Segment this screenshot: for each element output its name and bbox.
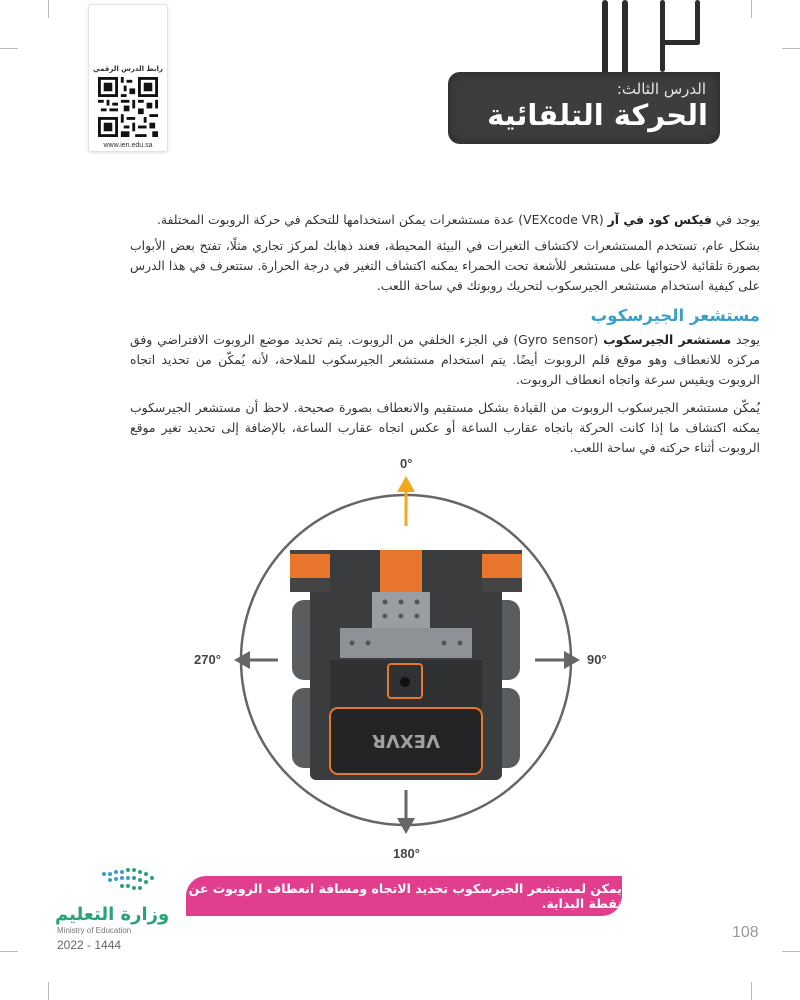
crop-mark (48, 0, 49, 18)
crop-mark (782, 48, 800, 49)
qr-url[interactable]: www.ien.edu.sa (103, 142, 153, 149)
section-paragraph-1 (130, 330, 760, 390)
lesson-header (448, 72, 720, 144)
crop-mark (0, 48, 18, 49)
lesson-number: الدرس الثالث: (616, 80, 706, 98)
bold-term: فيكس كود في آر (607, 212, 712, 227)
header-cable (660, 40, 700, 45)
degree-180: 180° (393, 846, 420, 861)
degree-0: 0° (400, 456, 413, 471)
arrow-up-head (397, 476, 415, 492)
text-span: يوجد في (711, 212, 760, 227)
ministry-name-ar: وزارة التعليم (55, 904, 170, 925)
lesson-title: الحركة التلقائية (487, 98, 708, 132)
tower-orange (290, 554, 330, 578)
intro-paragraph-1 (130, 210, 760, 230)
intro-paragraph-2: بشكل عام، تستخدم المستشعرات لاكتشاف التغيرات في البيئة المحيطة، فعند ذهابك لمركز تجاري مثلًا، تفتح بعض الأبواب بصورة تلقائية لاحتوائها على مستشعر للأشعة تحت الحمراء يمكنه اكتشاف التغير في درجة الحرارة. ستتعرف في هذا الدرس على كيفية استخدام مستشعر الجيرسكوب لتحريك روبوتك في ساحة اللعب. (130, 238, 760, 293)
crop-mark (0, 951, 18, 952)
robot-image (290, 550, 522, 780)
degree-90: 90° (587, 652, 607, 667)
gyro-diagram (180, 450, 640, 870)
gyro-diagram-svg (180, 450, 640, 870)
bold-term: مستشعر الجيرسكوب (603, 332, 732, 347)
qr-code-icon[interactable] (98, 77, 158, 137)
text-span: (Gyro sensor) في الجزء الخلفي من الروبوت. يتم تحديد موضع الروبوت الافتراضي وفق مركزه للانعطاف وهو موقع قلم الروبوت أيضًا. يتم استخدام مستشعر الجيرسكوب للملاحة، لأنه يُمكّن من تحديد اتجاه الروبوت ويقيس سرعة واتجاه انعطاف الروبوت. (130, 332, 760, 387)
crop-mark (48, 982, 49, 1000)
text-span: (VEXcode VR) عدة مستشعرات يمكن استخدامها للتحكم في حركة الروبوت المختلفة. (156, 212, 608, 227)
section-paragraph-2: يُمكّن مستشعر الجيرسكوب الروبوت من القيادة بشكل مستقيم والانعطاف بصورة صحيحة. لاحظ أن مستشعر الجيرسكوب يمكنه اكتشاف ما إذا كانت الحركة باتجاه عقارب الساعة أو عكس اتجاه عقارب الساعة، بالإضافة إلى تحديد تغير موقع الروبوت أثناء حركته في ساحة اللعب. (130, 400, 760, 455)
callout-box: يمكن لمستشعر الجيرسكوب تحديد الاتجاه ومسافة انعطاف الروبوت عن نقطة البداية. (186, 876, 622, 916)
section-title: مستشعر الجيرسكوب (590, 306, 760, 325)
text-span: يوجد (731, 332, 760, 347)
year-label: 2022 - 1444 (57, 938, 122, 952)
ministry-logo-icon (98, 860, 164, 900)
crop-mark (751, 982, 752, 1000)
tower-orange (482, 554, 522, 578)
qr-card[interactable] (88, 4, 168, 152)
header-cable (660, 0, 665, 72)
degree-270: 270° (194, 652, 221, 667)
plate (340, 628, 472, 658)
center-orange (380, 550, 422, 592)
crop-mark (782, 951, 800, 952)
header-cable (602, 0, 608, 76)
qr-label: رابط الدرس الرقمي (93, 65, 163, 73)
header-cable (622, 0, 628, 76)
header-cable (695, 0, 700, 45)
crop-mark (751, 0, 752, 18)
ministry-name-en: Ministry of Education (57, 926, 132, 935)
page-number: 108 (732, 924, 759, 941)
robot-brand: VEXVR (372, 730, 440, 751)
